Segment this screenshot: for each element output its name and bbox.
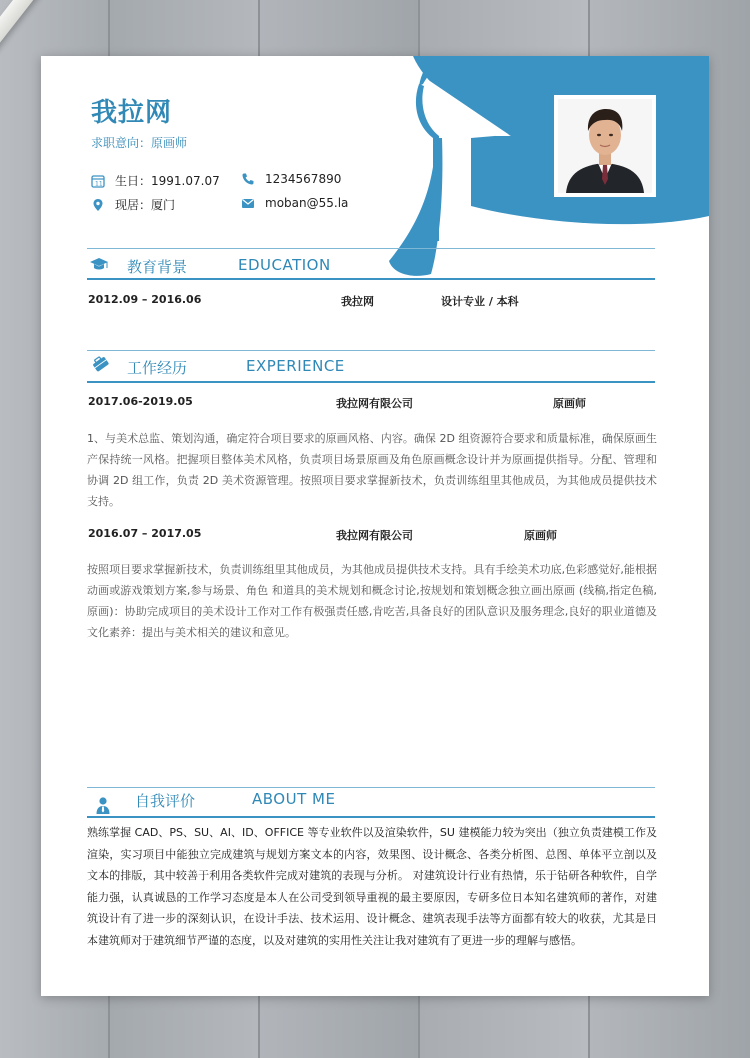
education-school: 我拉网 xyxy=(341,295,374,308)
job-period: 2016.07 – 2017.05 xyxy=(88,527,202,540)
section-rule xyxy=(87,278,655,280)
svg-text:11: 11 xyxy=(95,180,103,187)
section-rule xyxy=(87,787,655,788)
birthday-row xyxy=(91,172,220,189)
email-row xyxy=(241,196,348,210)
briefcase-icon xyxy=(91,354,109,372)
residence-text: 现居：厦门 xyxy=(115,198,176,212)
experience-title-en: EXPERIENCE xyxy=(246,357,345,375)
calendar-icon xyxy=(91,174,105,188)
about-title: 自我评价 xyxy=(135,792,196,810)
email-text: moban@55.la xyxy=(265,196,349,210)
job-intent: 求职意向：原画师 xyxy=(91,136,188,150)
resume-page xyxy=(41,56,709,996)
about-text: 熟练掌握 CAD、PS、SU、AI、ID、OFFICE 等专业软件以及渲染软件，SU 建模能力较为突出（独立负责建模工作及渲染，实习项目中能独立完成建筑与规划方案文本的内容，效果图、设计概念、各类分析图、总图、单体平立剖以及文本的排版，其中较善于利用各类软件完成对建筑的表现与分析。 对建筑设计行业有热情，乐于钻研各种软件，自学能力强，认真诚恳的工作学习态度是本人在公司受到领导重视的最主要原因，专研多位日本知名建筑师的著作，对建筑设计有了进一步的深刻认识，在设计手法、技术运用、设计概念、建筑表现手法等方面都有较大的收获，尤其是日本建筑师对于建筑细节严谨的态度，以及对建筑的实用性关注让我对建筑有了更进一步的理解与感悟。 xyxy=(87,826,657,947)
experience-title: 工作经历 xyxy=(127,359,188,377)
location-pin-icon xyxy=(91,198,105,212)
job-company: 我拉网有限公司 xyxy=(336,529,413,542)
person-icon xyxy=(95,796,111,814)
job-description: 1、与美术总监、策划沟通，确定符合项目要求的原画风格、内容。确保 2D 组资源符合要求和质量标准，确保原画生产保持统一风格。把握项目整体美术风格，负责项目场景原画及角色原画概念设计并为原画提供指导。分配、管理和协调 2D 组工作，负责 2D 美术资源管理。按照项目要求掌握新技术，负责训练组里其他成员，为其他成员提供技术支持。 xyxy=(87,432,657,508)
section-rule xyxy=(87,381,655,383)
job-description: 按照项目要求掌握新技术，负责训练组里其他成员，为其他成员提供技术支持。具有手绘美术功底,色彩感觉好,能根据动画或游戏策划方案,参与场景、角色 和道具的美术规划和概念讨论,按规划和策划概念独立画出原画 (线稿,指定色稿, 原画)：协助完成项目的美术设计工作对工作有极强责任感,肯吃苦,具备良好的团队意识及服务理念,良好的职业道德及文化素养：提出与美术相关的建议和意见。 xyxy=(87,563,657,639)
candidate-name: 我拉网 xyxy=(91,98,173,128)
phone-icon xyxy=(241,172,255,186)
phone-row xyxy=(241,172,341,186)
about-title-en: ABOUT ME xyxy=(252,790,336,808)
job-company: 我拉网有限公司 xyxy=(336,397,413,410)
graduation-cap-icon xyxy=(89,257,109,271)
education-title: 教育背景 xyxy=(127,258,188,276)
job-position: 原画师 xyxy=(524,529,557,542)
section-rule xyxy=(87,248,655,249)
profile-photo xyxy=(554,95,656,197)
education-period: 2012.09 – 2016.06 xyxy=(88,293,202,306)
residence-row xyxy=(91,196,175,213)
job-period: 2017.06-2019.05 xyxy=(88,395,193,408)
education-title-en: EDUCATION xyxy=(238,256,331,274)
education-major: 设计专业 / 本科 xyxy=(441,295,519,308)
envelope-icon xyxy=(241,196,255,210)
birthday-text: 生日：1991.07.07 xyxy=(115,174,220,188)
phone-text: 1234567890 xyxy=(265,172,342,186)
job-position: 原画师 xyxy=(553,397,586,410)
section-rule xyxy=(87,816,655,818)
section-rule xyxy=(87,350,655,351)
